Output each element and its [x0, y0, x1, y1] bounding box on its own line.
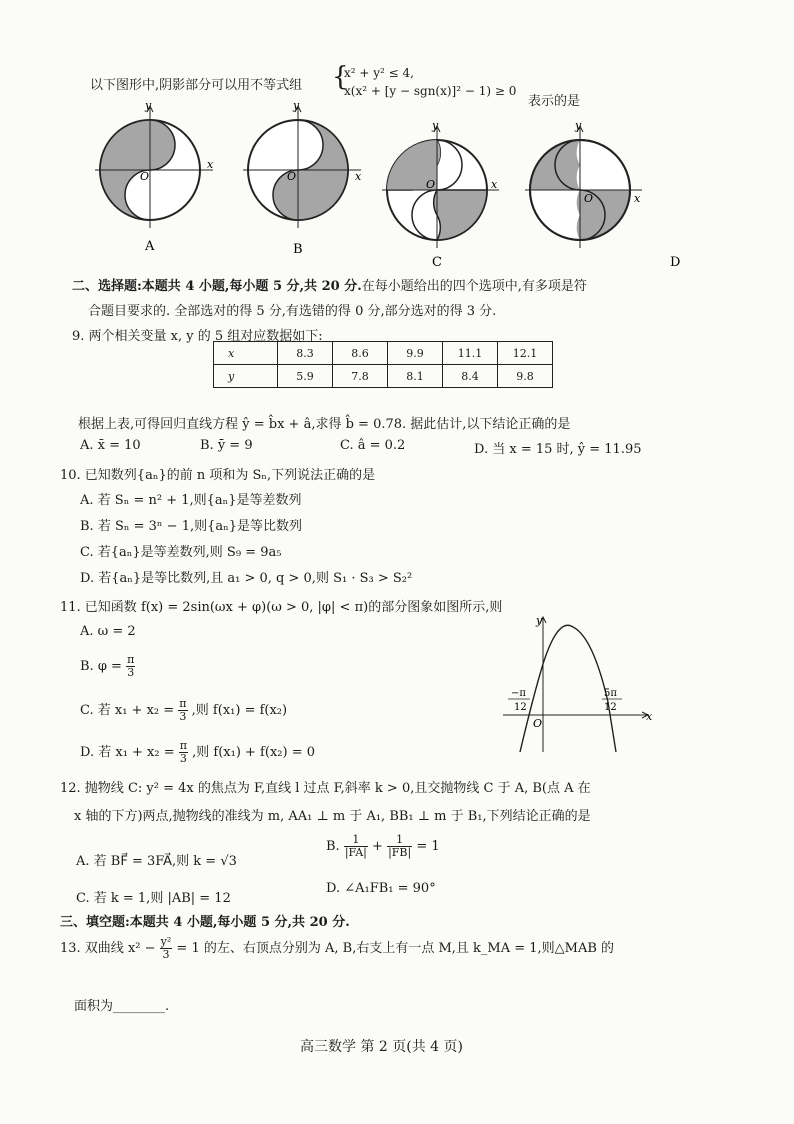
x-axis-label-a: x — [207, 158, 214, 171]
q11-option-d — [80, 740, 315, 765]
table-cell: 5.9 — [278, 365, 333, 388]
origin-label-b: O — [287, 170, 297, 183]
q11-d-suffix: ,则 f(x₁) + f(x₂) = 0 — [192, 745, 315, 760]
figure-b — [243, 100, 362, 257]
q10-option-a: A. 若 Sₙ = n² + 1,则{aₙ}是等差数列 — [80, 493, 302, 508]
table-cell: y — [214, 365, 278, 388]
table-cell: 12.1 — [498, 342, 553, 365]
x-axis-label-b: x — [355, 170, 362, 183]
q11-option-a: A. ω = 2 — [80, 624, 136, 639]
q10-stem: 10. 已知数列{aₙ}的前 n 项和为 Sₙ,下列说法正确的是 — [60, 468, 376, 483]
q12-stem-2: x 轴的下方)两点,抛物线的准线为 m, AA₁ ⊥ m 于 A₁, BB₁ ⊥ m 于 B₁,下列结论正确的是 — [74, 809, 591, 824]
q12-option-a: A. 若 BF⃗ = 3FA⃗,则 k = √3 — [76, 854, 237, 869]
y-axis-label-a: y — [145, 100, 152, 112]
q11-d-fraction: $\frac{\pi}{3}$ — [179, 739, 187, 765]
system-brace: { — [332, 62, 349, 92]
page-footer: 高三数学 第 2 页(共 4 页) — [300, 1039, 463, 1055]
inequality-line-2: x(x² + [y − sgn(x)]² − 1) ≥ 0 — [344, 84, 517, 98]
q12-b-fraction-1: $\frac{1}{|FA|}$ — [344, 833, 367, 859]
q12-option-b — [326, 834, 440, 859]
q12-b-suffix: = 1 — [416, 839, 440, 854]
q11-b-fraction: $\frac{\pi}{3}$ — [127, 653, 135, 679]
q9-option-c: C. â = 0.2 — [340, 438, 406, 453]
q12-b-plus: + — [372, 839, 383, 854]
q12-b-prefix: B. — [326, 839, 340, 854]
q9-option-d: D. 当 x = 15 时, ŷ = 11.95 — [474, 442, 642, 457]
question-tail: 表示的是 — [528, 94, 581, 109]
table-row — [214, 365, 553, 388]
q11-c-suffix: ,则 f(x₁) = f(x₂) — [191, 703, 288, 718]
figure-label-d: D — [670, 255, 681, 270]
table-cell: 7.8 — [333, 365, 388, 388]
table-cell: 9.9 — [388, 342, 443, 365]
q10-option-b: B. 若 Sₙ = 3ⁿ − 1,则{aₙ}是等比数列 — [80, 519, 303, 534]
section-2-line-1 — [72, 275, 587, 294]
q9-stem: 9. 两个相关变量 x, y 的 5 组对应数据如下: — [72, 329, 323, 344]
table-row — [214, 342, 553, 365]
figure-d — [525, 119, 680, 270]
table-cell: 8.3 — [278, 342, 333, 365]
table-cell: 9.8 — [498, 365, 553, 388]
q11-stem: 11. 已知函数 f(x) = 2sin(ωx + φ)(ω > 0, |φ| < π)的部分图象如图所示,则 — [60, 600, 503, 615]
q11-sine-graph — [498, 612, 658, 757]
origin-label-a: O — [140, 170, 150, 183]
q9-after: 根据上表,可得回归直线方程 ŷ = b̂x + â,求得 b̂ = 0.78. 据此估计,以下结论正确的是 — [78, 417, 571, 432]
origin-label-c: O — [426, 178, 436, 191]
table-cell: 8.1 — [388, 365, 443, 388]
table-cell: 8.6 — [333, 342, 388, 365]
q12-option-d: D. ∠A₁FB₁ = 90° — [326, 881, 436, 896]
origin-label-d: O — [584, 192, 594, 205]
q10-option-d: D. 若{aₙ}是等比数列,且 a₁ > 0, q > 0,则 S₁ · S₃ > S₂² — [80, 571, 413, 586]
x-axis-label-c: x — [491, 178, 498, 191]
q11-c-prefix: C. 若 x₁ + x₂ = — [80, 703, 175, 718]
table-cell: 8.4 — [443, 365, 498, 388]
q11-option-c — [80, 698, 287, 723]
q13-fraction: $\frac{\text{y²}}{3}$ — [160, 935, 172, 961]
y-axis-label-b: y — [293, 100, 300, 112]
q11-b-prefix: B. φ = — [80, 659, 122, 674]
y-axis-label-c: y — [432, 119, 439, 132]
q13-prefix: 13. 双曲线 x² − — [60, 941, 156, 956]
q13-suffix: = 1 的左、右顶点分别为 A, B,右支上有一点 M,且 k_MA = 1,则△MAB 的 — [176, 941, 615, 956]
x-axis-label-d: x — [634, 192, 641, 205]
question-lead: 以下图形中,阴影部分可以用不等式组 — [90, 78, 303, 93]
q11-right-num: 5π — [604, 688, 617, 699]
q11-option-b — [80, 654, 135, 679]
q10-option-c: C. 若{aₙ}是等差数列,则 S₉ = 9a₅ — [80, 545, 282, 560]
section-2-text-1: 在每小题给出的四个选项中,有多项是符 — [361, 279, 587, 294]
q13-line-2: 面积为________. — [74, 999, 170, 1014]
section-2-heading: 二、选择题:本题共 4 小题,每小题 5 分,共 20 分. — [72, 279, 362, 294]
q11-c-fraction: $\frac{\pi}{3}$ — [179, 697, 187, 723]
q11-y-label: y — [536, 614, 543, 627]
q9-data-table — [213, 341, 553, 388]
y-axis-label-d: y — [575, 119, 582, 132]
q11-origin-label: O — [533, 717, 543, 730]
q11-d-prefix: D. 若 x₁ + x₂ = — [80, 745, 175, 760]
q9-option-b: B. ȳ = 9 — [200, 438, 253, 453]
figure-label-c: C — [432, 255, 442, 270]
figure-strip — [95, 100, 715, 270]
inequality-line-1: x² + y² ≤ 4, — [344, 66, 414, 80]
section-3-heading: 三、填空题:本题共 4 小题,每小题 5 分,共 20 分. — [60, 915, 350, 930]
q12-option-c: C. 若 k = 1,则 |AB| = 12 — [76, 891, 231, 906]
table-cell: x — [214, 342, 278, 365]
q9-option-a: A. x̄ = 10 — [80, 438, 141, 453]
q13-line-1 — [60, 936, 614, 961]
q11-right-den: 12 — [604, 702, 617, 713]
section-2-line-2: 合题目要求的. 全部选对的得 5 分,有选错的得 0 分,部分选对的得 3 分. — [88, 304, 497, 319]
figure-a — [95, 100, 214, 254]
figure-label-a: A — [145, 239, 155, 254]
table-cell: 11.1 — [443, 342, 498, 365]
figure-c — [382, 119, 499, 270]
q12-b-fraction-2: $\frac{1}{|FB|}$ — [388, 833, 412, 859]
q11-x-label: x — [646, 710, 653, 723]
q11-left-num: −π — [511, 688, 526, 699]
q11-left-den: 12 — [514, 702, 527, 713]
figure-label-b: B — [293, 242, 303, 257]
q12-stem-1: 12. 抛物线 C: y² = 4x 的焦点为 F,直线 l 过点 F,斜率 k > 0,且交抛物线 C 于 A, B(点 A 在 — [60, 781, 591, 796]
